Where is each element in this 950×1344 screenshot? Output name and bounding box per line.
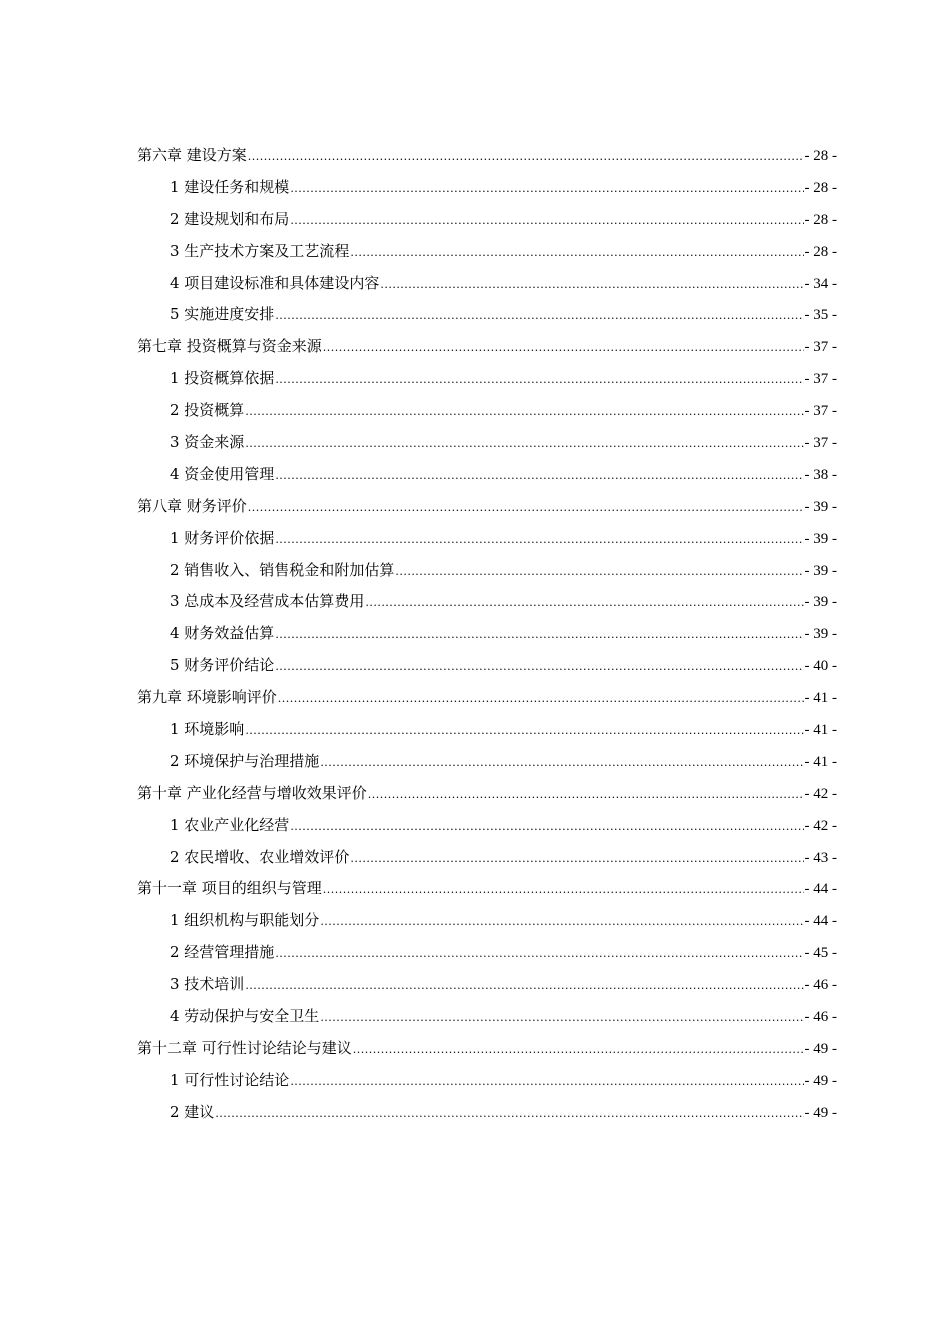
dot-leader — [245, 975, 803, 997]
toc-entry[interactable] — [137, 1037, 837, 1069]
toc-entry-title: 2 销售收入、销售税金和附加估算 — [170, 560, 395, 579]
toc-entry[interactable] — [137, 941, 837, 973]
toc-entry-page: - 46 - — [804, 1009, 837, 1026]
dot-leader — [275, 943, 803, 965]
toc-entry-page: - 37 - — [804, 403, 837, 420]
dot-leader — [353, 1039, 804, 1061]
toc-entry-title: 5 财务评价结论 — [170, 656, 275, 675]
toc-entry-title: 2 投资概算 — [170, 401, 245, 420]
toc-entry-title: 第十二章 可行性讨论结论与建议 — [137, 1038, 352, 1057]
toc-entry-title: 2 建议 — [170, 1102, 215, 1121]
toc-entry[interactable] — [137, 782, 837, 814]
dot-leader — [275, 624, 803, 646]
toc-entry-page: - 49 - — [804, 1072, 837, 1089]
toc-entry-title: 2 建设规划和布局 — [170, 209, 290, 228]
toc-entry-title: 2 经营管理措施 — [170, 943, 275, 962]
toc-entry-page: - 39 - — [804, 594, 837, 611]
toc-entry-page: - 49 - — [804, 1104, 837, 1121]
dot-leader — [380, 274, 803, 296]
toc-entry-title: 4 劳动保护与安全卫生 — [170, 1007, 320, 1026]
toc-entry-page: - 39 - — [804, 530, 837, 547]
toc-entry-title: 2 环境保护与治理措施 — [170, 751, 320, 770]
toc-entry[interactable] — [137, 144, 837, 176]
toc-entry-page: - 41 - — [804, 753, 837, 770]
dot-leader — [290, 1071, 803, 1093]
dot-leader — [275, 465, 803, 487]
toc-entry[interactable] — [137, 814, 837, 846]
toc-entry-page: - 28 - — [804, 243, 837, 260]
toc-entry-page: - 39 - — [804, 562, 837, 579]
dot-leader — [350, 242, 803, 264]
toc-entry-page: - 38 - — [804, 466, 837, 483]
dot-leader — [215, 1103, 803, 1125]
toc-entry[interactable] — [137, 559, 837, 591]
toc-entry-title: 4 资金使用管理 — [170, 464, 275, 483]
toc-entry[interactable] — [137, 272, 837, 304]
dot-leader — [323, 879, 804, 901]
toc-entry[interactable] — [137, 973, 837, 1005]
dot-leader — [368, 784, 804, 806]
toc-entry[interactable] — [137, 208, 837, 240]
dot-leader — [323, 337, 804, 359]
dot-leader — [248, 497, 804, 519]
toc-entry[interactable] — [137, 1069, 837, 1101]
toc-entry-title: 3 资金来源 — [170, 433, 245, 452]
toc-entry-page: - 43 - — [804, 849, 837, 866]
toc-entry-title: 4 项目建设标准和具体建设内容 — [170, 273, 380, 292]
toc-entry[interactable] — [137, 1005, 837, 1037]
dot-leader — [278, 688, 804, 710]
dot-leader — [290, 178, 803, 200]
toc-entry-page: - 37 - — [804, 371, 837, 388]
toc-entry[interactable] — [137, 877, 837, 909]
dot-leader — [320, 911, 803, 933]
toc-entry-title: 2 农民增收、农业增效评价 — [170, 847, 350, 866]
toc-entry-page: - 28 - — [804, 211, 837, 228]
toc-entry-page: - 40 - — [804, 658, 837, 675]
toc-entry[interactable] — [137, 303, 837, 335]
toc-entry-page: - 41 - — [804, 722, 837, 739]
toc-entry-title: 3 生产技术方案及工艺流程 — [170, 241, 350, 260]
dot-leader — [275, 305, 803, 327]
toc-entry[interactable] — [137, 463, 837, 495]
toc-entry[interactable] — [137, 622, 837, 654]
toc-entry-page: - 41 - — [804, 690, 837, 707]
toc-entry[interactable] — [137, 399, 837, 431]
toc-entry-title: 第六章 建设方案 — [137, 146, 247, 164]
table-of-contents — [137, 144, 837, 1133]
toc-entry-title: 1 财务评价依据 — [170, 528, 275, 547]
toc-entry[interactable] — [137, 909, 837, 941]
dot-leader — [245, 433, 803, 455]
dot-leader — [245, 401, 803, 423]
toc-entry-page: - 44 - — [804, 913, 837, 930]
toc-entry[interactable] — [137, 431, 837, 463]
toc-entry[interactable] — [137, 1101, 837, 1133]
toc-entry[interactable] — [137, 686, 837, 718]
toc-entry[interactable] — [137, 367, 837, 399]
toc-entry-page: - 28 - — [804, 179, 837, 196]
dot-leader — [275, 656, 803, 678]
toc-entry-title: 第九章 环境影响评价 — [137, 688, 277, 707]
toc-entry-page: - 37 - — [804, 435, 837, 452]
toc-entry-page: - 46 - — [804, 977, 837, 994]
dot-leader — [290, 210, 803, 232]
dot-leader — [320, 752, 803, 774]
toc-entry-page: - 35 - — [804, 307, 837, 324]
dot-leader — [350, 848, 803, 870]
dot-leader — [275, 369, 803, 391]
toc-entry-page: - 39 - — [804, 498, 837, 515]
toc-entry-title: 4 财务效益估算 — [170, 624, 275, 643]
toc-entry-title: 1 农业产业化经营 — [170, 815, 290, 834]
toc-entry-title: 第十章 产业化经营与增收效果评价 — [137, 783, 367, 802]
toc-entry-title: 1 投资概算依据 — [170, 369, 275, 388]
toc-entry-page: - 34 - — [804, 275, 837, 292]
toc-entry[interactable] — [137, 527, 837, 559]
dot-leader — [290, 816, 803, 838]
toc-entry[interactable] — [137, 495, 837, 527]
dot-leader — [395, 561, 803, 583]
toc-entry-title: 1 组织机构与职能划分 — [170, 911, 320, 930]
toc-entry-title: 1 建设任务和规模 — [170, 177, 290, 196]
toc-entry[interactable] — [137, 335, 837, 367]
toc-entry-title: 第八章 财务评价 — [137, 496, 247, 515]
toc-entry-page: - 39 - — [804, 626, 837, 643]
toc-entry-page: - 28 - — [804, 148, 837, 164]
toc-entry[interactable] — [137, 718, 837, 750]
toc-entry-page: - 44 - — [804, 881, 837, 898]
toc-entry-title: 第十一章 项目的组织与管理 — [137, 879, 322, 898]
toc-entry[interactable] — [137, 750, 837, 782]
dot-leader — [275, 529, 803, 551]
toc-entry-title: 3 总成本及经营成本估算费用 — [170, 592, 365, 611]
toc-entry[interactable] — [137, 240, 837, 272]
dot-leader — [365, 592, 803, 614]
toc-entry-title: 5 实施进度安排 — [170, 305, 275, 324]
toc-entry-title: 1 可行性讨论结论 — [170, 1070, 290, 1089]
toc-entry-title: 1 环境影响 — [170, 720, 245, 739]
toc-entry-page: - 45 - — [804, 945, 837, 962]
toc-entry-title: 第七章 投资概算与资金来源 — [137, 337, 322, 356]
toc-entry-page: - 42 - — [804, 785, 837, 802]
toc-entry[interactable] — [137, 654, 837, 686]
toc-entry[interactable] — [137, 176, 837, 208]
toc-entry-title: 3 技术培训 — [170, 975, 245, 994]
toc-entry-page: - 37 - — [804, 339, 837, 356]
toc-entry-page: - 49 - — [804, 1040, 837, 1057]
dot-leader — [248, 146, 804, 168]
toc-entry-page: - 42 - — [804, 817, 837, 834]
dot-leader — [320, 1007, 803, 1029]
toc-entry[interactable] — [137, 846, 837, 878]
dot-leader — [245, 720, 803, 742]
toc-entry[interactable] — [137, 590, 837, 622]
